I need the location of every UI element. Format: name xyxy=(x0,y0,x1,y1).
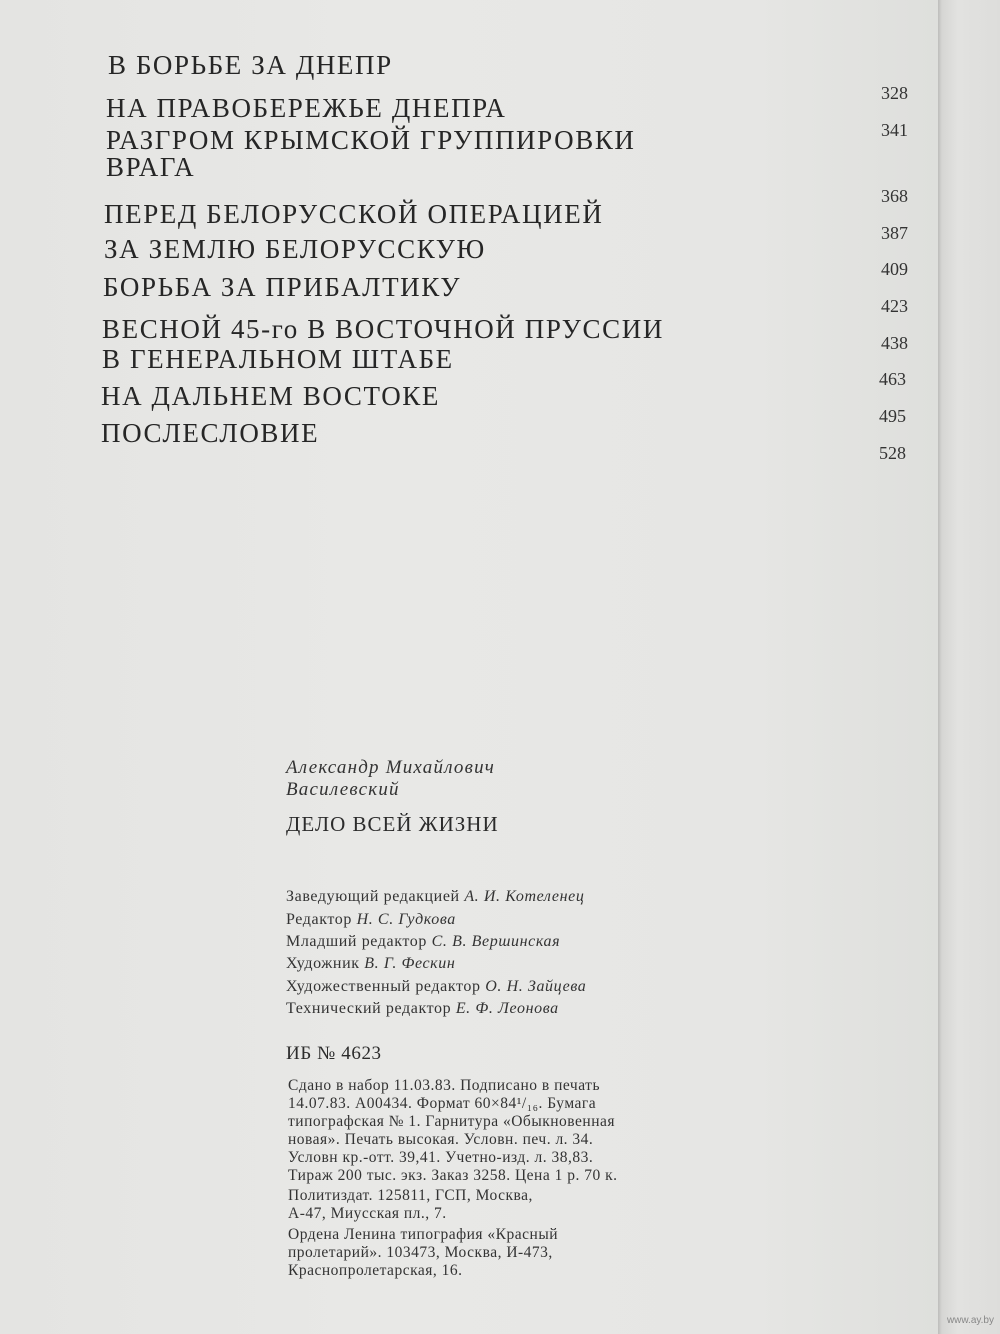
credit-role: Заведующий редакцией xyxy=(286,888,460,905)
credit-role: Технический редактор xyxy=(286,1000,452,1017)
toc-entry-title: В ГЕНЕРАЛЬНОМ ШТАБЕ xyxy=(102,344,454,374)
imprint-line: 14.07.83. А00434. Формат 60×84¹/₁₆. Бумага xyxy=(288,1095,597,1112)
author-first-name: Александр Михайлович xyxy=(286,757,496,778)
toc-entry-title: ВЕСНОЙ 45-го В ВОСТОЧНОЙ ПРУССИИ xyxy=(102,314,664,344)
credit-line xyxy=(286,933,560,951)
credit-name: В. Г. Фескин xyxy=(364,955,456,972)
toc-page-number: 368 xyxy=(881,186,908,206)
credit-role: Младший редактор xyxy=(286,933,427,950)
page-edge xyxy=(938,0,1000,1334)
credit-name: С. В. Вершинская xyxy=(431,933,561,950)
toc-page-number: 409 xyxy=(881,259,908,279)
publisher-line: Политиздат. 125811, ГСП, Москва, xyxy=(288,1187,533,1204)
toc-entry-title: РАЗГРОМ КРЫМСКОЙ ГРУППИРОВКИ xyxy=(106,125,636,155)
ib-number: ИБ № 4623 xyxy=(286,1043,382,1064)
credit-role: Художественный редактор xyxy=(286,978,481,995)
toc-entry-title: ПОСЛЕСЛОВИЕ xyxy=(101,418,320,448)
credit-name: Н. С. Гудкова xyxy=(356,911,456,928)
credit-line xyxy=(286,1000,559,1018)
credit-line xyxy=(286,978,586,996)
toc-page-number: 387 xyxy=(881,223,908,243)
toc-page-number: 438 xyxy=(881,333,908,353)
toc-page-number: 528 xyxy=(879,443,906,463)
credit-line xyxy=(286,911,456,929)
author-last-name: Василевский xyxy=(286,779,400,800)
credit-role: Редактор xyxy=(286,911,352,928)
site-watermark: www.ay.by xyxy=(946,1315,994,1326)
toc-page-number: 328 xyxy=(881,83,908,103)
credit-role: Художник xyxy=(286,955,360,972)
toc-entry-title-continued: ВРАГА xyxy=(106,152,196,182)
printer-line: Ордена Ленина типография «Красный xyxy=(288,1226,559,1243)
toc-entry-title: НА ПРАВОБЕРЕЖЬЕ ДНЕПРА xyxy=(106,93,507,123)
toc-page-number: 495 xyxy=(879,406,906,426)
toc-entry-title: НА ДАЛЬНЕМ ВОСТОКЕ xyxy=(101,381,441,411)
toc-page-number: 341 xyxy=(881,120,908,140)
book-title: ДЕЛО ВСЕЙ ЖИЗНИ xyxy=(286,812,499,836)
toc-page-number: 423 xyxy=(881,296,908,316)
credit-name: Е. Ф. Леонова xyxy=(455,1000,559,1017)
credit-name: О. Н. Зайцева xyxy=(485,978,587,995)
credit-line xyxy=(286,955,455,973)
toc-entry-title: В БОРЬБЕ ЗА ДНЕПР xyxy=(108,50,393,80)
publisher-line: А-47, Миусская пл., 7. xyxy=(288,1205,447,1222)
printer-line: Краснопролетарская, 16. xyxy=(288,1262,463,1279)
toc-page-number: 463 xyxy=(879,369,906,389)
imprint-line: типографская № 1. Гарнитура «Обыкновенная xyxy=(288,1113,616,1130)
printer-line: пролетарий». 103473, Москва, И-473, xyxy=(288,1244,553,1261)
imprint-line: Сдано в набор 11.03.83. Подписано в печать xyxy=(288,1077,601,1094)
imprint-line: новая». Печать высокая. Условн. печ. л. 34. xyxy=(288,1131,594,1148)
toc-entry-title: ПЕРЕД БЕЛОРУССКОЙ ОПЕРАЦИЕЙ xyxy=(104,199,604,229)
toc-entry-title: БОРЬБА ЗА ПРИБАЛТИКУ xyxy=(103,272,462,302)
imprint-line: Условн кр.-отт. 39,41. Учетно-изд. л. 38,83. xyxy=(288,1149,594,1166)
toc-entry-title: ЗА ЗЕМЛЮ БЕЛОРУССКУЮ xyxy=(104,234,486,264)
imprint-line: Тираж 200 тыс. экз. Заказ 3258. Цена 1 р. 70 к. xyxy=(288,1167,618,1184)
credit-name: А. И. Котеленец xyxy=(464,888,585,905)
credit-line xyxy=(286,888,584,906)
